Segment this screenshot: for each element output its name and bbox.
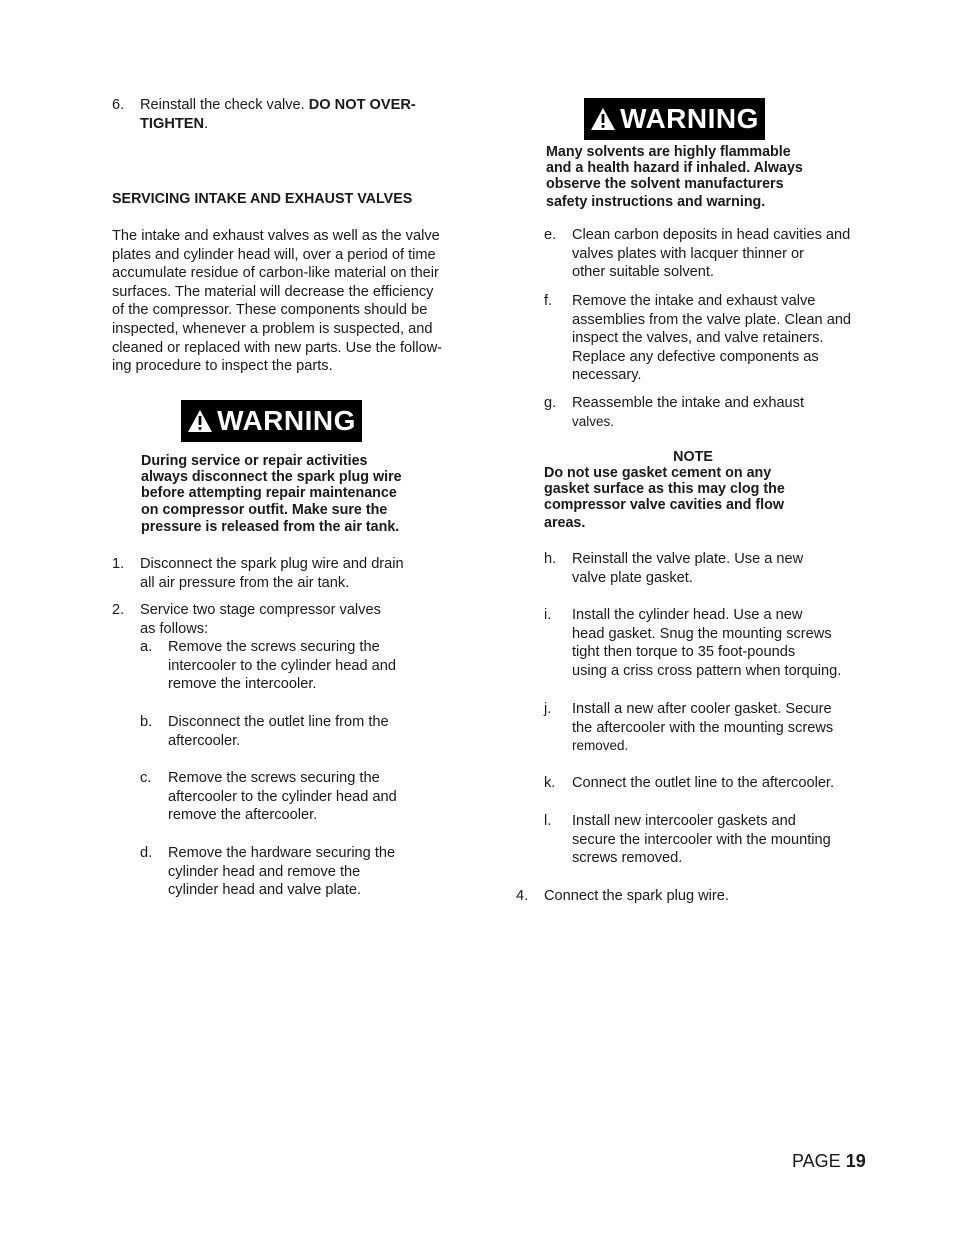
substep-letter: a. — [140, 639, 153, 655]
substep-text: Remove the hardware securing the cylinder head and remove the cylinder head and valve plate. — [168, 845, 396, 899]
substep-text: Reassemble the intake and exhaust valves. — [572, 395, 805, 429]
substep-text: Remove the screws securing the aftercooler to the cylinder head and remove the aftercooler. — [168, 770, 397, 824]
warning-label: WARNING — [620, 102, 759, 134]
warning-triangle-icon — [187, 409, 213, 433]
page-number: PAGE 19 — [792, 1151, 866, 1171]
warning-banner — [584, 98, 765, 140]
substep-text: Disconnect the outlet line from the aftercooler. — [168, 714, 389, 749]
step-number: 6. — [112, 97, 125, 113]
step-text: Connect the spark plug wire. — [544, 888, 729, 904]
substep-text: Clean carbon deposits in head cavities and valves plates with lacquer thinner or other suitable solvent. — [572, 227, 851, 281]
substep-text: Connect the outlet line to the aftercooler. — [572, 775, 835, 791]
substep-letter: b. — [140, 714, 153, 730]
substep-text: Reinstall the valve plate. Use a new valve plate gasket. — [572, 551, 804, 586]
substep-letter: i. — [544, 607, 552, 623]
step-text: Reinstall the check valve. DO NOT OVER- TIGHTEN. — [140, 97, 416, 132]
note-body: Do not use gasket cement on any gasket surface as this may clog the compressor valve cavities and flow areas. — [544, 465, 785, 531]
note-heading: NOTE — [673, 449, 713, 465]
substep-text: Install the cylinder head. Use a new head gasket. Snug the mounting screws tight then torque to 35 foot-pounds using a criss cross pattern when torquing. — [572, 607, 842, 679]
warning-label: WARNING — [217, 404, 356, 436]
warning-banner — [181, 400, 362, 442]
substep-letter: l. — [544, 813, 552, 829]
substep-text: Remove the intake and exhaust valve assemblies from the valve plate. Clean and inspect the valves, and valve retainers. Replace any defective components as necessary. — [572, 293, 852, 384]
warning-triangle-icon — [590, 107, 616, 131]
warning-message: Many solvents are highly flammable and a health hazard if inhaled. Always observe the solvent manufacturers safety instructions and warning. — [546, 144, 803, 210]
substep-letter: h. — [544, 551, 557, 567]
warning-message: During service or repair activities always disconnect the spark plug wire before attempting repair maintenance on compressor outfit. Make sure the pressure is released from the air tank. — [141, 453, 402, 535]
substep-text: Install a new after cooler gasket. Secure the aftercooler with the mounting screws removed. — [572, 701, 834, 754]
substep-text: Install new intercooler gaskets and secure the intercooler with the mounting screws removed. — [572, 813, 831, 867]
step-number: 1. — [112, 556, 125, 572]
substep-letter: d. — [140, 845, 153, 861]
step-number: 2. — [112, 602, 125, 618]
substep-letter: g. — [544, 395, 557, 411]
substep-letter: c. — [140, 770, 152, 786]
step-number: 4. — [516, 888, 529, 904]
substep-letter: k. — [544, 775, 556, 791]
step-text: Disconnect the spark plug wire and drain all air pressure from the air tank. — [140, 556, 404, 591]
step-text: Service two stage compressor valves as follows: — [140, 602, 381, 637]
substep-text: Remove the screws securing the intercooler to the cylinder head and remove the intercooler. — [168, 639, 396, 693]
intro-paragraph: The intake and exhaust valves as well as the valve plates and cylinder head will, over a period of time accumulate residue of carbon-like material on their surfaces. The material will decrease the efficiency of the compressor. These components should be inspected, whenever a problem is suspected, and cleaned or replaced with new parts. Use the follow- ing procedure to inspect the parts. — [112, 228, 443, 375]
substep-letter: e. — [544, 227, 557, 243]
section-heading: SERVICING INTAKE AND EXHAUST VALVES — [112, 191, 413, 207]
substep-letter: j. — [544, 701, 552, 717]
substep-letter: f. — [544, 293, 553, 309]
